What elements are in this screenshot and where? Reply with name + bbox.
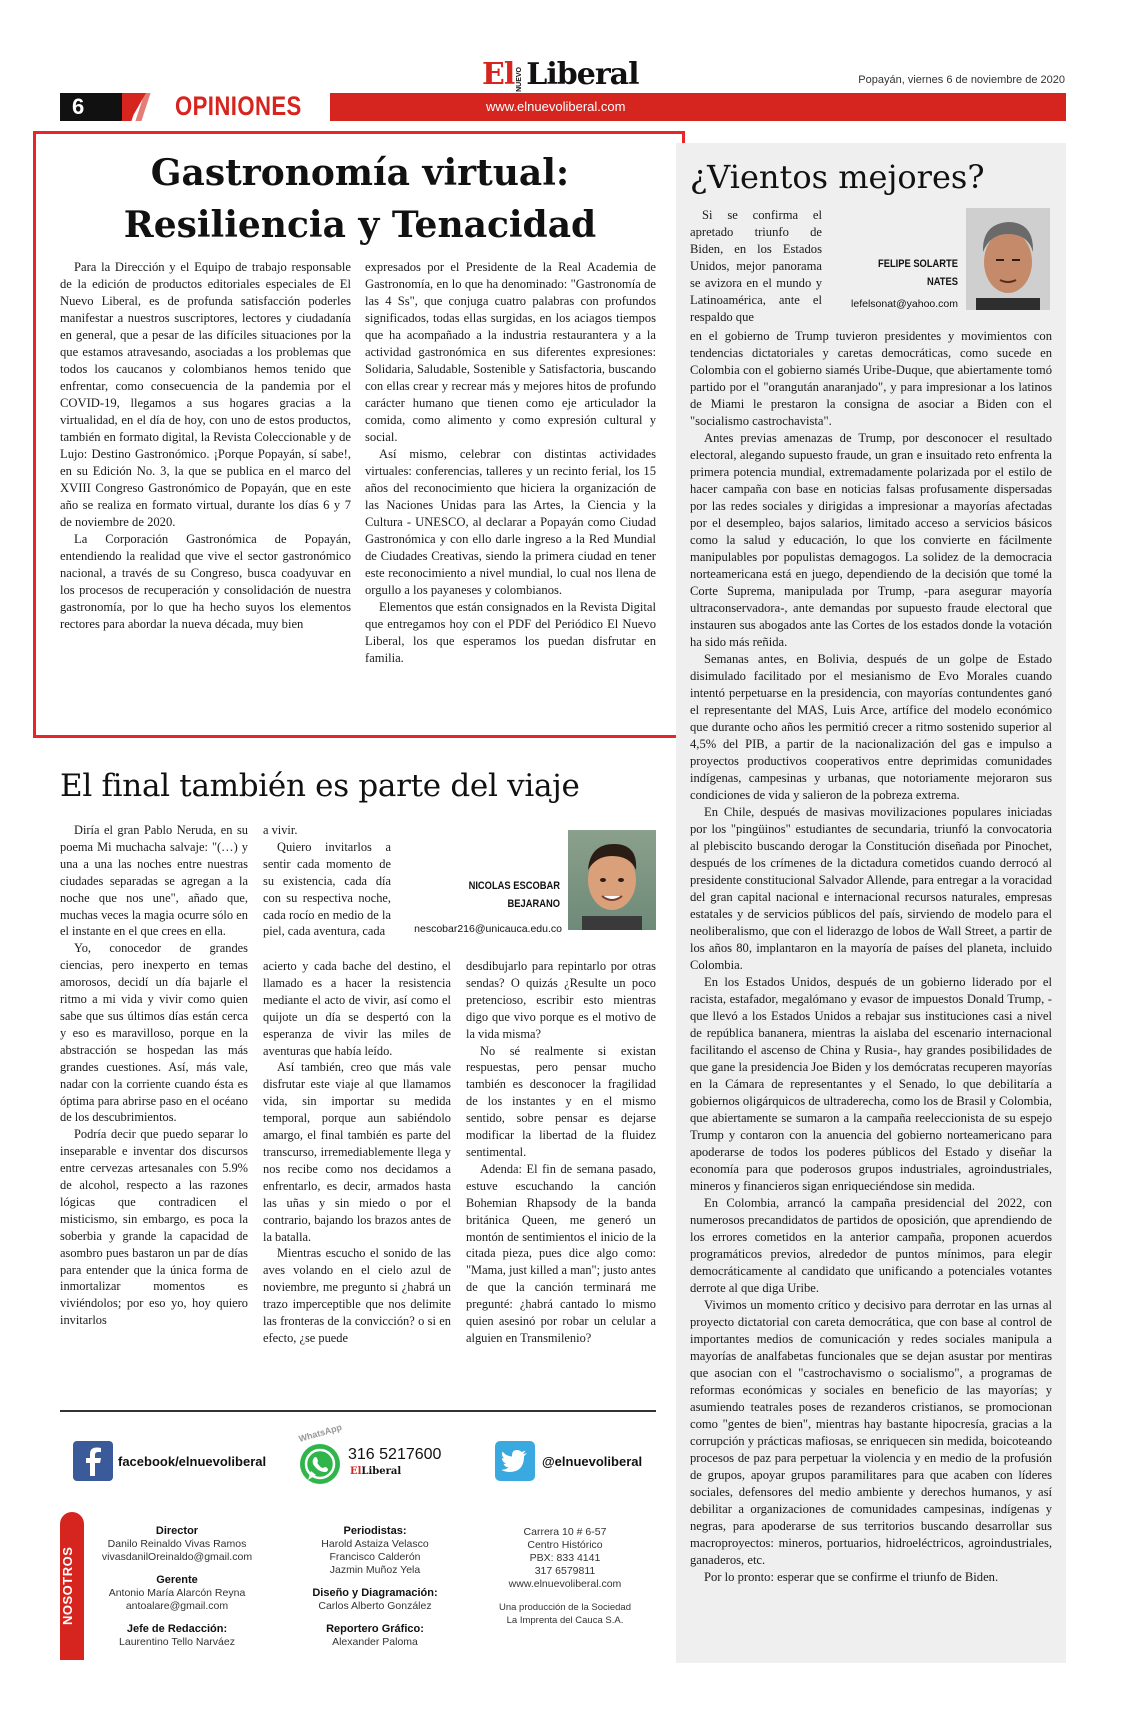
twitter-handle: @elnuevoliberal bbox=[542, 1453, 643, 1469]
twitter-icon bbox=[494, 1440, 536, 1482]
director-title: Director bbox=[155, 1525, 199, 1537]
paragraph: Quiero invitarlos a sentir cada momento de su existencia, cada día con su respectiva noche, cada rocío en medio de la piel, cada aventura, cada bbox=[263, 839, 391, 939]
author-email[interactable]: nescobar216@unicauca.edu.co bbox=[414, 923, 562, 935]
staff-column-2 bbox=[290, 1525, 460, 1649]
production-line: La Imprenta del Cauca S.A. bbox=[506, 1615, 624, 1626]
whatsapp-number: 316 5217600 bbox=[348, 1446, 442, 1463]
page-number-box bbox=[60, 93, 122, 121]
second-column-2-top bbox=[263, 822, 391, 940]
staff-column-3 bbox=[480, 1526, 650, 1627]
masthead-logo[interactable] bbox=[482, 56, 638, 92]
second-column-3 bbox=[466, 958, 656, 1347]
author-name-line1: NICOLAS ESCOBAR bbox=[468, 880, 560, 892]
reportero-title: Reportero Gráfico: bbox=[326, 1623, 424, 1635]
director-name: Danilo Reinaldo Vivas Ramos bbox=[107, 1538, 247, 1550]
paragraph: No sé realmente si existan respuestas, pero pensar mucho también es desconocer la fragilidad de los instantes y en el mismo sentido, sobre pensar es dejarse modificar la libertad de la fluidez sentimental. bbox=[466, 1043, 656, 1159]
paragraph: Diría el gran Pablo Neruda, en su poema Mi muchacha salvaje: "(…) y una a una las noches entre nuestras ciudades separadas se agregan a la noche que nos une", añado que, muchas veces la magia ocurre sólo en el instante en el que crees en ella. bbox=[60, 823, 248, 939]
sidebar-author-photo bbox=[966, 208, 1050, 310]
page-number: 6 bbox=[72, 94, 85, 119]
whatsapp-label: WhatsApp bbox=[297, 1422, 344, 1444]
whatsapp-logo bbox=[350, 1466, 401, 1477]
second-column-1 bbox=[60, 822, 248, 1329]
footer-divider bbox=[60, 1410, 656, 1412]
periodistas-title: Periodistas: bbox=[343, 1525, 407, 1537]
paragraph: Por lo pronto: esperar que se confirme el triunfo de Biden. bbox=[704, 1570, 999, 1584]
director-email[interactable]: vivasdanilOreinaldo@gmail.com bbox=[101, 1551, 253, 1563]
paragraph: acierto y cada bache del destino, el llamado es a hacer la resistencia mediante el acto de vivir, así como el quijote un día se despertó con la esperanza de vivir las miles de aventuras que había leído. bbox=[263, 959, 451, 1058]
address-line: Centro Histórico bbox=[527, 1539, 603, 1551]
issue-date: Popayán, viernes 6 de noviembre de 2020 bbox=[858, 74, 1065, 86]
paragraph: Antes previas amenazas de Trump, por desconocer el resultado electoral, alegando supuesto fraude, un gran e insuitado reto enfrenta la primera potencia mundial, extremadamente polarizada por el estilo de hacer campaña con base en noticias falsas profusamente dispersadas por las redes sociales y dirigidas a impresionar a mayorías afectadas por el desempleo, bajos salarios, limitado acceso a servicios básicos como la salud y educación, lo que los convierte en fácilmente manipulables por populistas demagogos. La solidez de la democracia norteamericana está en juego, dependiendo de la decisión que tomé la Corte Suprema, manipulada por Trump, -para asegurar mayoría ultraconservadora-, ante demandas por supuesto fraude electoral que instauren sus abogados ante las Cortes de los estados donde la votación ha sido más reñida. bbox=[690, 431, 1052, 649]
author-name-line2: BEJARANO bbox=[507, 898, 560, 910]
sidebar-title: ¿Vientos mejores? bbox=[690, 158, 985, 196]
twitter-link[interactable] bbox=[494, 1440, 642, 1482]
sidebar-body bbox=[690, 328, 1052, 1586]
mini-logo-liberal: Liberal bbox=[361, 1466, 402, 1477]
paragraph: a vivir. bbox=[263, 823, 298, 837]
periodista-name: Harold Astaiza Velasco bbox=[321, 1538, 429, 1550]
sidebar-byline bbox=[830, 258, 958, 288]
paragraph: Adenda: El fin de semana pasado, estuve escuchando la canción Bohemian Rhapsody de la banda británica Queen, me generó un montón de sentimientos el inicio de la citada pieza, pues dice algo como: "Mama, just killed a man"; justo antes de que la canción terminará me pregunté: ¿habrá cantado lo mismo quien asesinó por robar un celular a alguien en Transmilenio? bbox=[466, 1161, 656, 1345]
featured-column-1 bbox=[60, 259, 351, 633]
jefe-title: Jefe de Redacción: bbox=[126, 1623, 228, 1635]
paragraph: desdibujarlo para repintarlo por otras sendas? O quizás ¿Resulte un poco pretencioso, escribir esto mientras digo que vivo porque es el motivo de la vida misma? bbox=[466, 959, 656, 1041]
staff-tab-label: NOSOTROS bbox=[60, 1546, 75, 1626]
featured-title-line2: Resiliencia y Tenacidad bbox=[123, 204, 597, 246]
whatsapp-icon bbox=[298, 1442, 342, 1486]
author-byline bbox=[400, 880, 560, 910]
paragraph: Mientras escucho el sonido de las aves volando en el cielo azul de noviembre, me pregunto si ¿habrá un trazo imperceptible que nos delimite las fronteras de la convicción? o si en efecto, ¿se puede bbox=[263, 1246, 451, 1345]
facebook-icon bbox=[72, 1440, 114, 1482]
staff-column-1 bbox=[92, 1525, 262, 1649]
periodista-name: Francisco Calderón bbox=[329, 1551, 421, 1563]
paragraph: Podría decir que puedo separar lo inseparable e inventar dos discursos entre cervezas artesanales con 5.9% de alcohol, respecto a las razones lógicas que contradicen el misticismo, sin embargo, es poca la soberbia y grande la capacidad de asombro pues bastaron un par de días para entender que la única forma de inmortalizar momentos es viviéndolos; por eso yo, hoy quiero invitarlos bbox=[60, 1127, 248, 1328]
paragraph: expresados por el Presidente de la Real Academia de Gastronomía, en lo que ha denominado: "Gastronomía de las 4 Ss", que conjuga cuatro palabras con profundos significados, todas ellas surgidas, en los aciagos tiempos que ha acompañado a la industria restaurantera y a la actividad gastronómica en sus diferentes expresiones: Solidaria, Saludable, Sostenible y Satisfactoria, buscando con ellas crear y recrear más y mejores hitos de profundo carácter humano que tienen como eje articulador la comida, como alimento y como expresión cultural y social. bbox=[365, 260, 656, 444]
featured-column-2 bbox=[365, 259, 656, 667]
sidebar-author-line2: NATES bbox=[927, 276, 958, 288]
author-photo bbox=[568, 830, 656, 930]
phone-pbx: PBX: 833 4141 bbox=[529, 1552, 601, 1564]
sidebar-author-email[interactable]: lefelsonat@yahoo.com bbox=[851, 298, 958, 310]
logo-nuevo: NUEVO bbox=[516, 67, 524, 92]
paragraph: Así mismo, celebrar con distintas actividades virtuales: conferencias, talleres y un recinto ferial, los 15 años del reconocimiento que hiciera la organización de las Naciones Unidas para las Artes, la Ciencia y la Cultura - UNESCO, al declarar a Popayán como Ciudad Gastronómica y con ello darle ingreso a la Red Mundial de Ciudades Creativas, siendo la primera ciudad en tener este reconocimiento a nivel mundial, lo cual nos llena de orgullo a los payaneses y colombianos. bbox=[365, 447, 656, 597]
mini-logo-el: El bbox=[350, 1466, 362, 1477]
logo-liberal: Liberal bbox=[526, 57, 639, 92]
facebook-handle: facebook/elnuevoliberal bbox=[118, 1453, 267, 1469]
paragraph: Para la Dirección y el Equipo de trabajo responsable de la edición de productos editoriales especiales de El Nuevo Liberal, es de profunda satisfacción poderles manifestar a nuestros suscriptores, lectores y ciudadanía en general, que a pesar de las difíciles situaciones por la que estamos atravesando, asociadas a los problemas que todos los caucanos y colombianos hemos tenido que enfrentar, como consecuencia de la pandemia por el COVID-19, llegamos a sus hogares gracias a la virtualidad, en el día de hoy, con uno de estos productos, también en formato digital, la Revista Coleccionable y de Lujo: Destino Gastronómico. ¡Porque Popayán, sí sabe!, en su Edición No. 3, la que se publica en el marco del XVIII Congreso Gastronómico de Popayán, que en este año se realiza en formato virtual, durante los días 6 y 7 de noviembre de 2020. bbox=[60, 260, 351, 529]
sidebar-author-line1: FELIPE SOLARTE bbox=[877, 258, 958, 270]
phone-mobile: 317 6579811 bbox=[534, 1565, 596, 1577]
facebook-link[interactable] bbox=[72, 1440, 266, 1482]
paragraph: En Colombia, arrancó la campaña presidencial del 2022, con numerosos precandidatos de partidos de oposición, que aprendiendo de los errores cometidos en la anterior campaña, proponen acuerdos programáticos previos, alrededor de puntos mínimos, para elegir democráticamente al candidato que unificando a potenciales votantes derrote al que diga Uribe. bbox=[690, 1196, 1052, 1295]
footer-website[interactable]: www.elnuevoliberal.com bbox=[508, 1578, 622, 1590]
paragraph: Yo, conocedor de grandes ciencias, pero inexperto en temas amorosos, decidí un día bajarle el ritmo a mi vida y vivir como quien sabe que sus últimos días están cerca y eso es maravilloso, porque en la abstracción se hospedan las más grandes cuestiones. Así, más vale, nadar con la corriente cuando ésta es óptima para abrirse paso en el océano de los descubrimientos. bbox=[60, 941, 248, 1125]
gerente-email[interactable]: antoalare@gmail.com bbox=[125, 1600, 229, 1612]
diseno-name: Carlos Alberto González bbox=[318, 1600, 432, 1612]
address-line: Carrera 10 # 6-57 bbox=[523, 1526, 607, 1538]
paragraph: En los Estados Unidos, después de un gobierno liderado por el racista, estafador, megalómano y evasor de impuestos Donald Trump, -que llevó a los Estados Unidos a rebajar sus instituciones casi a nivel de república bananera, mientras la aislaba del escenario internacional facilitando el ascenso de China y Rusia-, hay grandes posibilidades de que gane la presidencia Joe Biden y los demócratas recuperen mayorías en la Cámara de representantes y el Senado, lo que debilitaría a gobiernos oligárquicos de ultraderecha, como los de Brasil y Colombia, que abiertamente se sumaron a la campaña reeleccionista de su espejo Trump y contaron con la anuencia del gobierno norteamericano para apoderarse de todos los poderes públicos del Estado y diseñar la economía para que poderosos grupos industriales, agroindustriales, mineros y financieros sigan enriqueciéndose sin medida. bbox=[690, 975, 1052, 1193]
author-portrait-icon bbox=[568, 830, 656, 930]
sidebar-portrait-icon bbox=[966, 208, 1050, 310]
featured-title-line1: Gastronomía virtual: bbox=[150, 152, 570, 194]
gerente-title: Gerente bbox=[156, 1574, 198, 1586]
paragraph: en el gobierno de Trump tuvieron presidentes y movimientos con tendencias dictatoriales y caretas democráticas, como sucede en Colombia con el gobierno siamés Uribe-Duque, que abiertamente tomó partido por el "orangután anaranjado", y para impresionar a los latinos de Miami le prestaron la consigna de asociar a Biden con el "socialismo castrochavista". bbox=[690, 329, 1052, 428]
reportero-name: Alexander Paloma bbox=[332, 1636, 418, 1648]
logo-el: El bbox=[482, 57, 515, 92]
website-link[interactable]: www.elnuevoliberal.com bbox=[486, 99, 626, 114]
featured-article-title bbox=[40, 147, 680, 251]
second-column-2-bottom bbox=[263, 958, 451, 1347]
section-title: OPINIONES bbox=[175, 91, 302, 121]
gerente-name: Antonio María Alarcón Reyna bbox=[108, 1587, 246, 1599]
paragraph: Elementos que están consignados en la Revista Digital que entregamos hoy con el PDF del Periódico El Nuevo Liberal, los que esperamos los puedan disfrutar en familia. bbox=[365, 600, 656, 665]
paragraph: Vivimos un momento crítico y decisivo para derrotar en las urnas al proyecto dictatorial con careta democrática, que con base al control de importantes medios de comunicación y redes sociales manipula a mayorías de analfabetas funcionales que se dejan asustar por mentiras que asocian con el "castrochavismo o socialismo", a programas de reformas económicas y sociales en beneficio de las mayorías; y asumiendo teatrales poses de rezanderos cristianos, se promocionan como "gentes de bien", mientras hay bastante hipocresía, gracias a la corrupción y prácticas mafiosas, se enriquecen sin medida, boicoteando procesos de paz para perpetuar la violencia y en medio de la profusión de grupos, apoyar grupos paramilitares para que acaben con líderes sociales, defensores del medio ambiente y derechos humanos, y así debilitar a organizaciones de comunidades campesinas, indígenas y negras, para apoderarse de sus territorios buscando desarrollar sus macroproyectos: mineros, portuarios, hidroeléctricos, agroindustriales, ganaderos, etc. bbox=[690, 1298, 1052, 1567]
jefe-name: Laurentino Tello Narváez bbox=[119, 1636, 235, 1648]
second-article-title: El final también es parte del viaje bbox=[60, 768, 580, 804]
periodista-name: Jazmin Muñoz Yela bbox=[329, 1564, 421, 1576]
paragraph: Así también, creo que más vale disfrutar este viaje al que llamamos vida, sin importar su medida temporal, porque aun sabiéndolo amargo, el final también es parte del transcurso, irremediablemente llega y nos recibe como nos decidamos a enfrentarlo, es decir, armados hasta las uñas y sin miedo o por el contrario, bajando los brazos antes de la batalla. bbox=[263, 1060, 451, 1244]
paragraph: Semanas antes, en Bolivia, después de un golpe de Estado disimulado facilitado por el mesianismo de Evo Morales cuando intentó perpetuarse en la presidencia, con mayorías contundentes ganó el representante del MAS, Luis Arce, artífice del modelo económico que durante ocho años les permitió crecer a ritmo sostenido superior al 4,5% del PIB, a partir de la nacionalización del gas e impulso a proyectos productivos cooperativos entre deprimidas comunidades indígenas, campesinas y urbanas, que notoriamente mejoraron sus condiciones de vida y salieron de la pobreza extrema. bbox=[690, 652, 1052, 802]
page-header bbox=[0, 0, 1125, 125]
whatsapp-link[interactable] bbox=[296, 1422, 466, 1488]
diseno-title: Diseño y Diagramación: bbox=[312, 1587, 438, 1599]
paragraph: La Corporación Gastronómica de Popayán, entendiendo la realidad que vive el sector gastronómico nacional, a través de su Congreso, busca coadyuvar en los procesos de recuperación y consolidación de nuestra gastronomía, por lo que ha hecho suyos los elementos rectores para abordar la nueva década, muy bien bbox=[60, 532, 351, 631]
production-line: Una producción de la Sociedad bbox=[498, 1602, 632, 1613]
paragraph: En Chile, después de masivas movilizaciones populares iniciadas por los "pingüinos" estudiantes de secundaria, triunfó la convocatoria al plebiscito buscando derogar la Constitución diseñada por Pinochet, después de los crímenes de la dictadura cometidos cuando derrocó al presidente constitucional Salvador Allende, para entregar a la voracidad del gran capital nacional e internacional recursos naturales, empresas estatales y de servicios públicos del país, sirviendo de modelo para el neoliberalismo, que con el liderazgo de lobos de Wall Street, a partir de los años 80, implantaron en la mayoría de países del planeta, incluido Colombia. bbox=[690, 805, 1052, 972]
sidebar-intro: Si se confirma el apretado triunfo de Biden, en los Estados Unidos, mejor panorama se avizora en el mundo y Latinoamérica, ante el respaldo que bbox=[690, 208, 822, 324]
